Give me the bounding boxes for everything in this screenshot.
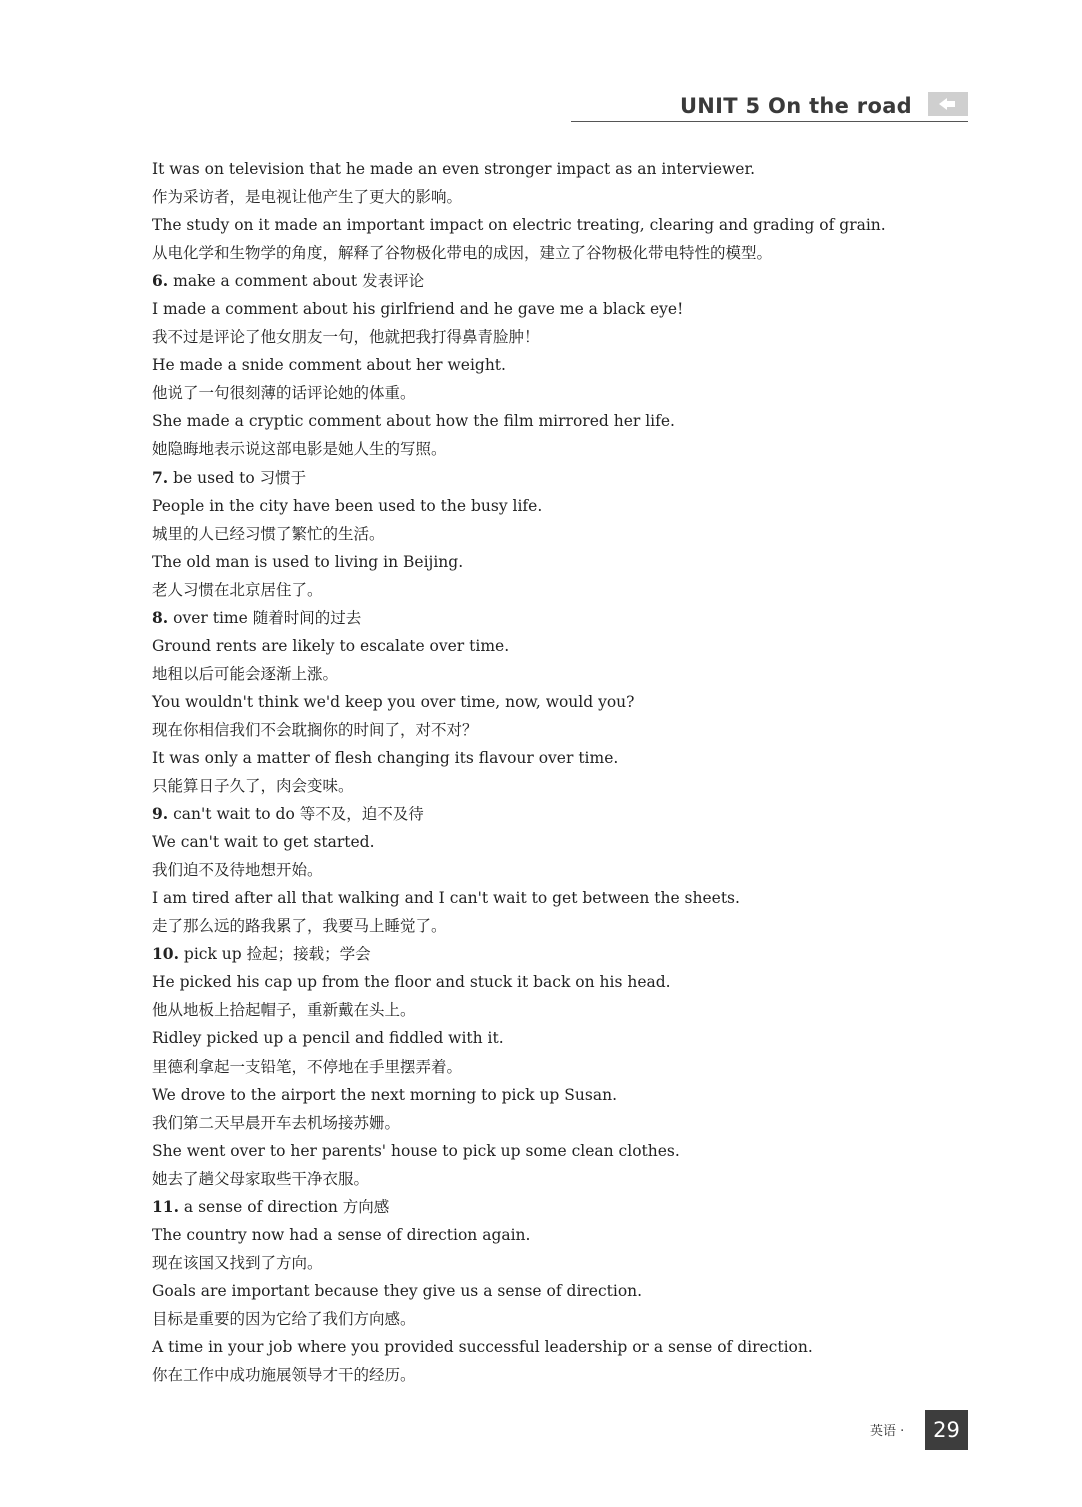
phrase-text: make a comment about 发表评论 [173, 272, 425, 291]
english-example: It was on television that he made an even stronger impact as an interviewer. [152, 160, 756, 178]
chinese-translation: 目标是重要的因为它给了我们方向感。 [152, 1309, 416, 1328]
phrase-text: can't wait to do 等不及，迫不及待 [173, 805, 424, 824]
english-example: The country now had a sense of direction again. [152, 1225, 531, 1244]
header-rule [571, 121, 968, 122]
chinese-translation: 她去了趟父母家取些干净衣服。 [152, 1169, 370, 1188]
phrase-heading [152, 940, 952, 968]
chinese-translation: 她隐晦地表示说这部电影是她人生的写照。 [152, 440, 447, 459]
english-example: It was only a matter of flesh changing its flavour over time. [152, 748, 619, 767]
item-number: 11. [152, 1196, 179, 1216]
item-number: 6. [152, 271, 169, 291]
english-example: The study on it made an important impact on electric treating, clearing and grading of grain. [152, 216, 886, 235]
english-example: I am tired after all that walking and I can't wait to get between the sheets. [152, 889, 740, 908]
unit-title: UNIT 5 On the road [679, 94, 912, 118]
item-number: 7. [152, 467, 169, 487]
page-content [152, 155, 952, 1389]
phrase-heading [152, 1193, 952, 1221]
page-header [571, 88, 968, 124]
english-example: A time in your job where you provided successful leadership or a sense of direction. [152, 1337, 813, 1356]
chinese-translation: 我不过是评论了他女朋友一句，他就把我打得鼻青脸肿！ [152, 328, 540, 347]
chinese-translation: 只能算日子久了，肉会变味。 [152, 777, 354, 796]
chinese-translation: 地租以后可能会逐渐上涨。 [152, 664, 339, 683]
phrase-heading [152, 267, 952, 295]
english-example: Ridley picked up a pencil and fiddled with it. [152, 1029, 504, 1048]
chinese-translation: 老人习惯在北京居住了。 [152, 580, 323, 599]
chinese-translation: 你在工作中成功施展领导才干的经历。 [152, 1366, 416, 1385]
english-example: Ground rents are likely to escalate over time. [152, 636, 510, 655]
english-example: You wouldn't think we'd keep you over time, now, would you? [152, 692, 635, 711]
page-number: 29 [925, 1410, 968, 1450]
chinese-translation: 现在你相信我们不会耽搁你的时间了，对不对？ [152, 720, 478, 739]
chinese-translation: 我们第二天早晨开车去机场接苏姗。 [152, 1113, 401, 1132]
footer-subject: 英语 · [870, 1424, 905, 1439]
chinese-translation: 从电化学和生物学的角度，解释了谷物极化带电的成因，建立了谷物极化带电特性的模型。 [152, 244, 773, 263]
english-example: She made a cryptic comment about how the film mirrored her life. [152, 412, 675, 431]
english-example: We can't wait to get started. [152, 833, 375, 852]
item-number: 8. [152, 607, 169, 627]
phrase-text: pick up 捡起；接载；学会 [183, 945, 371, 964]
phrase-heading [152, 800, 952, 828]
phrase-heading [152, 604, 952, 632]
english-example: I made a comment about his girlfriend and he gave me a black eye! [152, 300, 684, 319]
phrase-text: be used to 习惯于 [173, 468, 307, 487]
item-number: 10. [152, 944, 179, 964]
english-example: He picked his cap up from the floor and stuck it back on his head. [152, 973, 671, 992]
chinese-translation: 里德利拿起一支铅笔，不停地在手里摆弄着。 [152, 1057, 463, 1076]
header-tab [928, 92, 968, 116]
chinese-translation: 我们迫不及待地想开始。 [152, 861, 323, 880]
arrow-left-icon [937, 96, 959, 112]
english-example: We drove to the airport the next morning to pick up Susan. [152, 1085, 617, 1104]
chinese-translation: 城里的人已经习惯了繁忙的生活。 [152, 524, 385, 543]
english-example: The old man is used to living in Beijing. [152, 552, 464, 571]
chinese-translation: 走了那么远的路我累了，我要马上睡觉了。 [152, 917, 447, 936]
item-number: 9. [152, 804, 169, 824]
english-example: She went over to her parents' house to pick up some clean clothes. [152, 1141, 680, 1160]
chinese-translation: 现在该国又找到了方向。 [152, 1253, 323, 1272]
english-example: Goals are important because they give us a sense of direction. [152, 1281, 643, 1300]
chinese-translation: 他从地板上拾起帽子，重新戴在头上。 [152, 1001, 416, 1020]
english-example: People in the city have been used to the busy life. [152, 496, 543, 515]
english-example: He made a snide comment about her weight. [152, 356, 506, 375]
phrase-text: a sense of direction 方向感 [183, 1197, 390, 1216]
phrase-text: over time 随着时间的过去 [173, 608, 362, 627]
chinese-translation: 作为采访者，是电视让他产生了更大的影响。 [152, 188, 463, 207]
chinese-translation: 他说了一句很刻薄的话评论她的体重。 [152, 384, 416, 403]
phrase-heading [152, 464, 952, 492]
